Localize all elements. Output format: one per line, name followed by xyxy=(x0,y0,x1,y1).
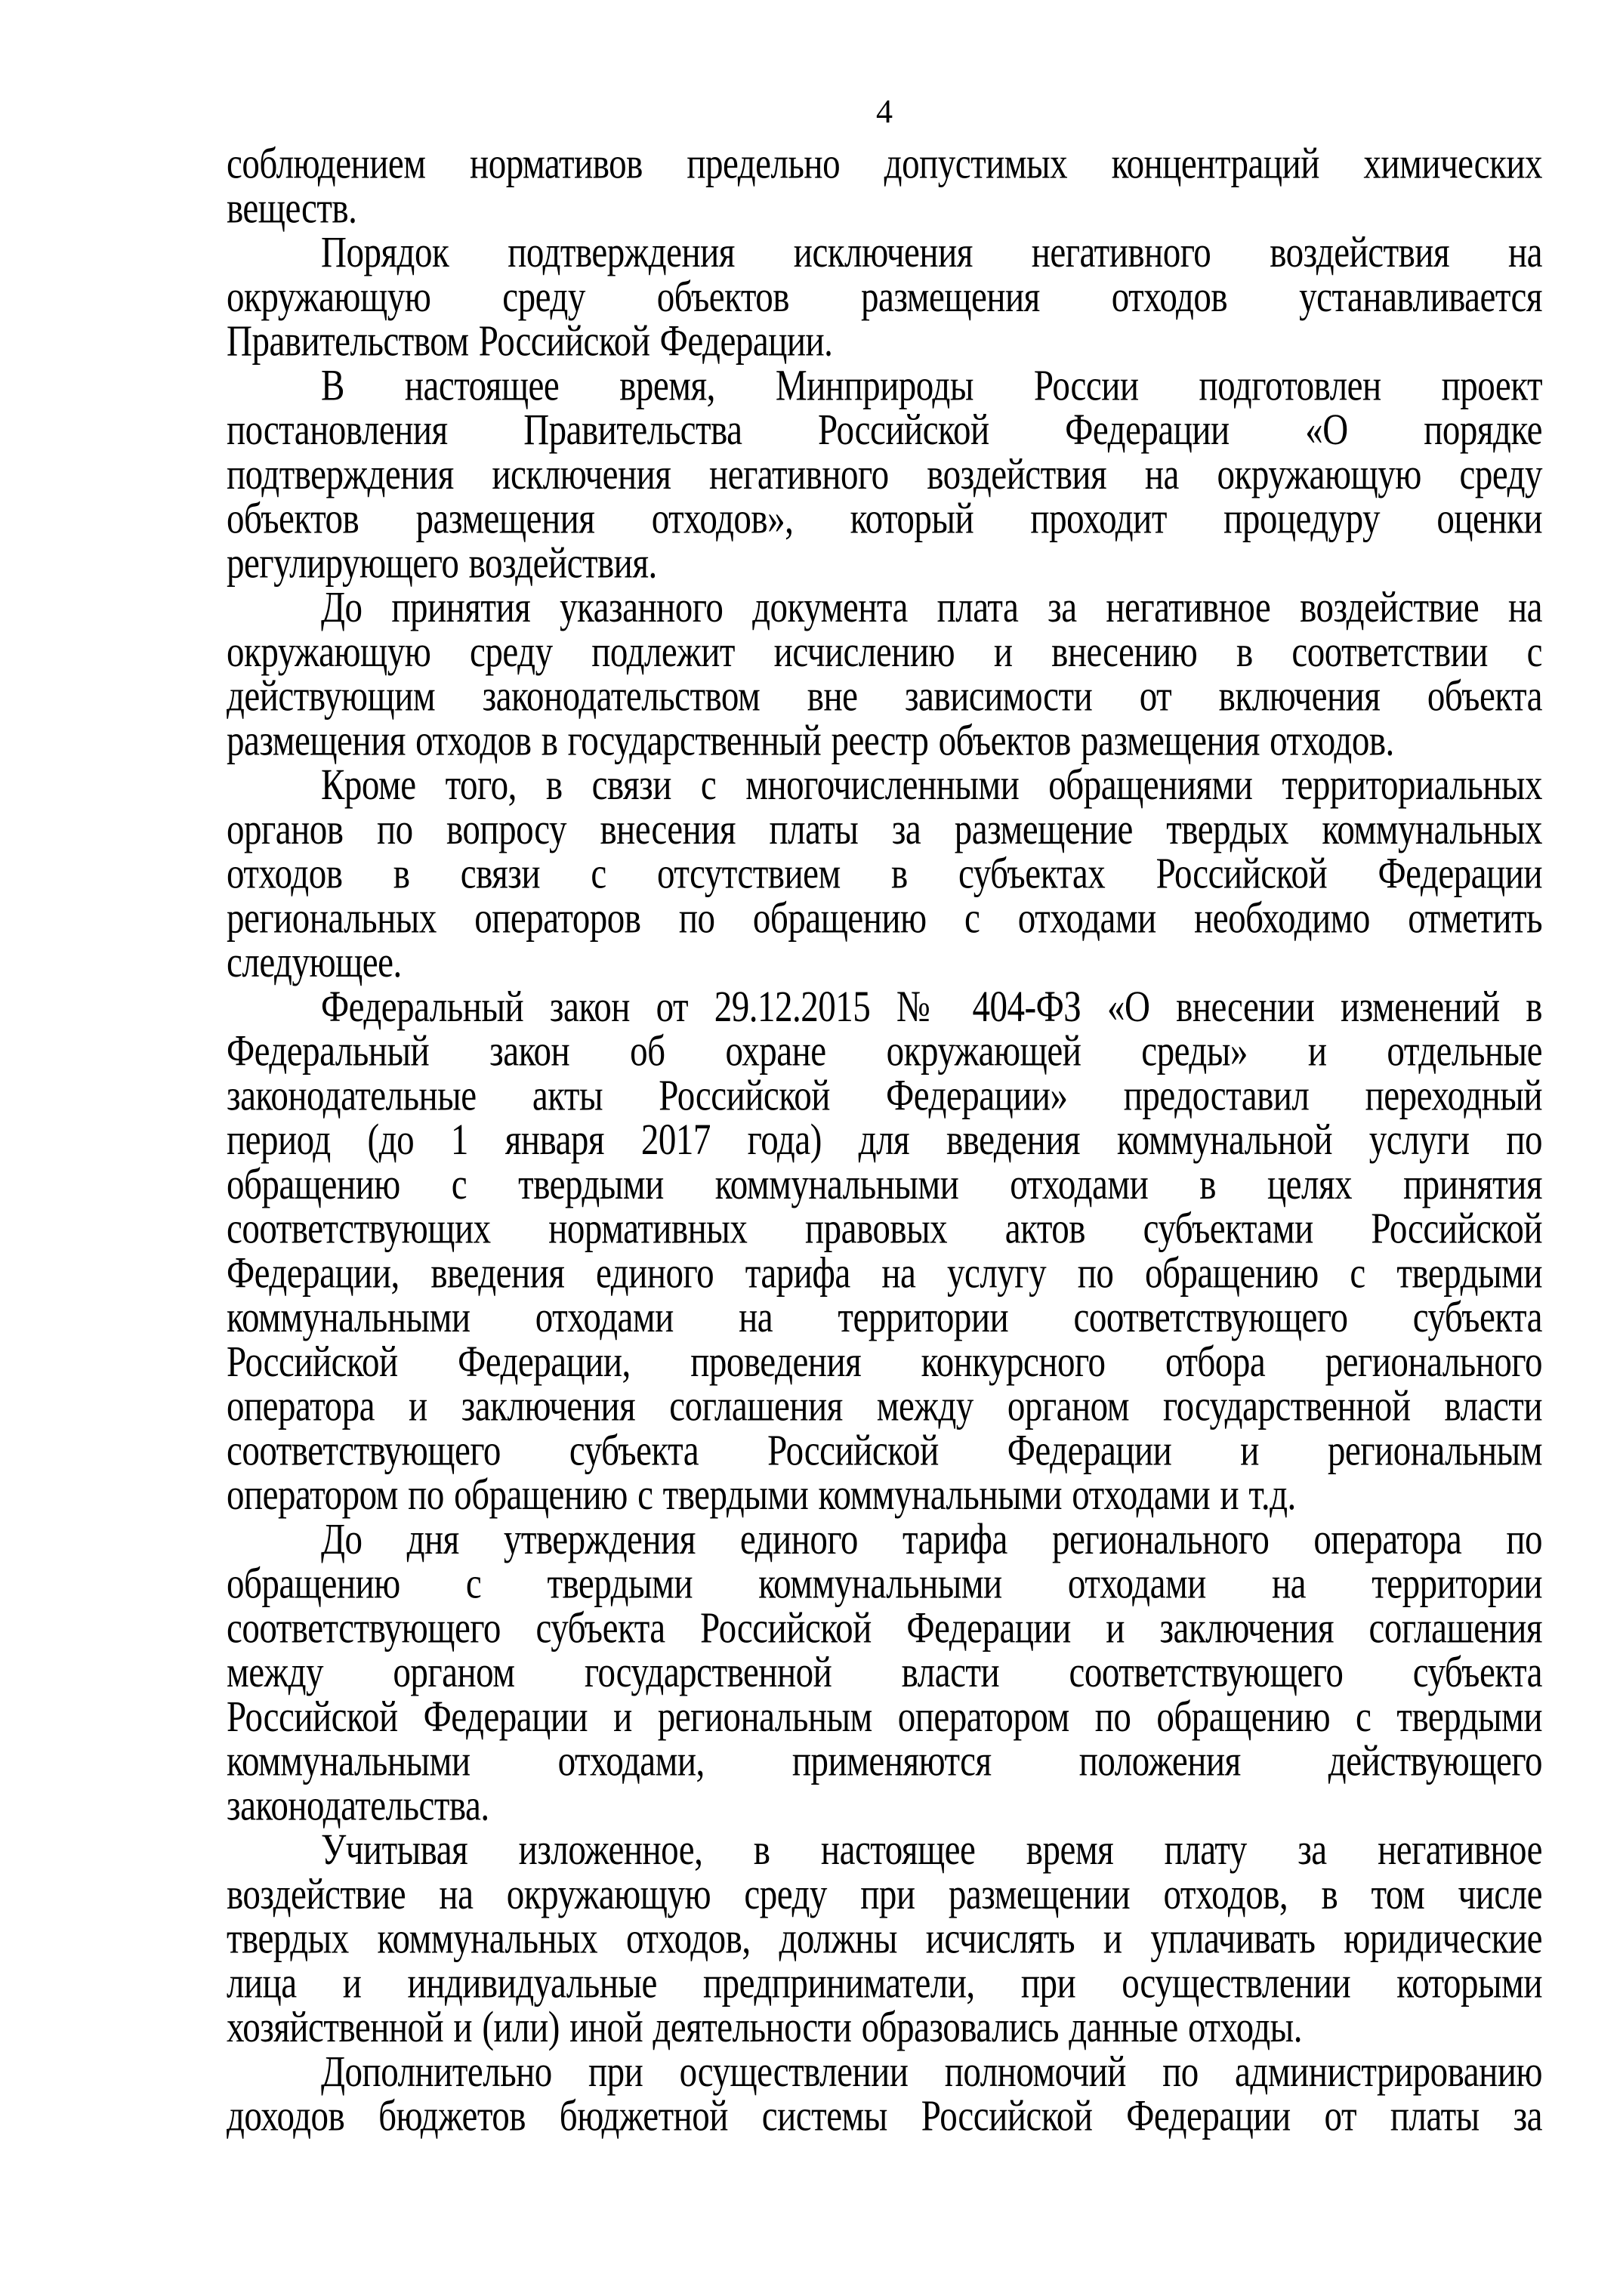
text-line: объектов размещения отходов», который проходит процедуру оценки xyxy=(227,494,1542,544)
paragraph xyxy=(227,760,1542,987)
text-line: Правительством Российской Федерации. xyxy=(227,316,833,366)
text-line: лица и индивидуальные предприниматели, при осуществлении которыми xyxy=(227,1958,1542,2007)
paragraph xyxy=(227,2047,1542,2141)
text-line: соблюдением нормативов предельно допустимых концентраций химических xyxy=(227,139,1542,189)
text-line: Российской Федерации и региональным оператором по обращению с твердыми xyxy=(227,1692,1542,1742)
text-line: окружающую среду объектов размещения отходов устанавливается xyxy=(227,272,1542,322)
text-line: В настоящее время, Минприроды России подготовлен проект xyxy=(321,361,1542,410)
paragraph xyxy=(227,1514,1542,1830)
text-line: обращению с твердыми коммунальными отходами на территории xyxy=(227,1559,1542,1609)
text-line: Учитывая изложенное, в настоящее время плату за негативное xyxy=(321,1825,1542,1875)
paragraph xyxy=(227,139,1542,233)
paragraph xyxy=(227,982,1542,1520)
text-line: веществ. xyxy=(227,184,357,233)
text-line: коммунальными отходами, применяются положения действующего xyxy=(227,1736,1542,1786)
text-line: регулирующего воздействия. xyxy=(227,539,657,588)
text-line: Федерации, введения единого тарифа на услугу по обращению с твердыми xyxy=(227,1248,1542,1298)
text-line: Порядок подтверждения исключения негативного воздействия на xyxy=(321,227,1542,277)
text-line: доходов бюджетов бюджетной системы Российской Федерации от платы за xyxy=(227,2091,1542,2141)
paragraph xyxy=(227,227,1542,366)
paragraph xyxy=(227,582,1542,765)
text-line: оператора и заключения соглашения между органом государственной власти xyxy=(227,1381,1542,1431)
text-line: органов по вопросу внесения платы за размещение твердых коммунальных xyxy=(227,804,1542,854)
text-line: Федеральный закон от 29.12.2015 № 404-ФЗ «О внесении изменений в xyxy=(321,982,1542,1032)
text-line: отходов в связи с отсутствием в субъектах Российской Федерации xyxy=(227,849,1542,899)
text-line: следующее. xyxy=(227,937,402,987)
text-line: коммунальными отходами на территории соответствующего субъекта xyxy=(227,1292,1542,1342)
text-line: Российской Федерации, проведения конкурсного отбора регионального xyxy=(227,1337,1542,1387)
text-line: подтверждения исключения негативного воздействия на окружающую среду xyxy=(227,449,1542,499)
text-line: окружающую среду подлежит исчислению и внесению в соответствии с xyxy=(227,627,1542,677)
text-line: соответствующих нормативных правовых актов субъектами Российской xyxy=(227,1204,1542,1254)
paragraph xyxy=(227,1825,1542,2052)
text-line: хозяйственной и (или) иной деятельности образовались данные отходы. xyxy=(227,2002,1303,2052)
text-line: Дополнительно при осуществлении полномочий по администрированию xyxy=(321,2047,1542,2097)
text-line: Кроме того, в связи с многочисленными обращениями территориальных xyxy=(321,760,1542,810)
text-line: воздействие на окружающую среду при размещении отходов, в том числе xyxy=(227,1869,1542,1919)
text-line: обращению с твердыми коммунальными отходами в целях принятия xyxy=(227,1159,1542,1209)
text-line: период (до 1 января 2017 года) для введения коммунальной услуги по xyxy=(227,1115,1542,1165)
text-line: между органом государственной власти соответствующего субъекта xyxy=(227,1647,1542,1697)
paragraph xyxy=(227,361,1542,588)
text-line: До принятия указанного документа плата за негативное воздействие на xyxy=(321,582,1542,632)
text-line: соответствующего субъекта Российской Федерации и региональным xyxy=(227,1426,1542,1475)
text-line: постановления Правительства Российской Федерации «О порядке xyxy=(227,405,1542,455)
text-line: твердых коммунальных отходов, должны исчислять и уплачивать юридические xyxy=(227,1914,1542,1964)
document-text xyxy=(227,139,1542,2141)
text-line: законодательства. xyxy=(227,1781,489,1830)
text-line: оператором по обращению с твердыми коммунальными отходами и т.д. xyxy=(227,1470,1296,1520)
text-line: законодательные акты Российской Федерации» предоставил переходный xyxy=(227,1071,1542,1120)
text-line: До дня утверждения единого тарифа регионального оператора по xyxy=(321,1514,1542,1564)
text-line: региональных операторов по обращению с отходами необходимо отметить xyxy=(227,893,1542,943)
text-line: соответствующего субъекта Российской Федерации и заключения соглашения xyxy=(227,1603,1542,1653)
text-line: действующим законодательством вне зависимости от включения объекта xyxy=(227,671,1542,721)
text-line: Федеральный закон об охране окружающей среды» и отдельные xyxy=(227,1026,1542,1076)
page-number: 4 xyxy=(876,93,893,130)
text-line: размещения отходов в государственный реестр объектов размещения отходов. xyxy=(227,716,1394,765)
